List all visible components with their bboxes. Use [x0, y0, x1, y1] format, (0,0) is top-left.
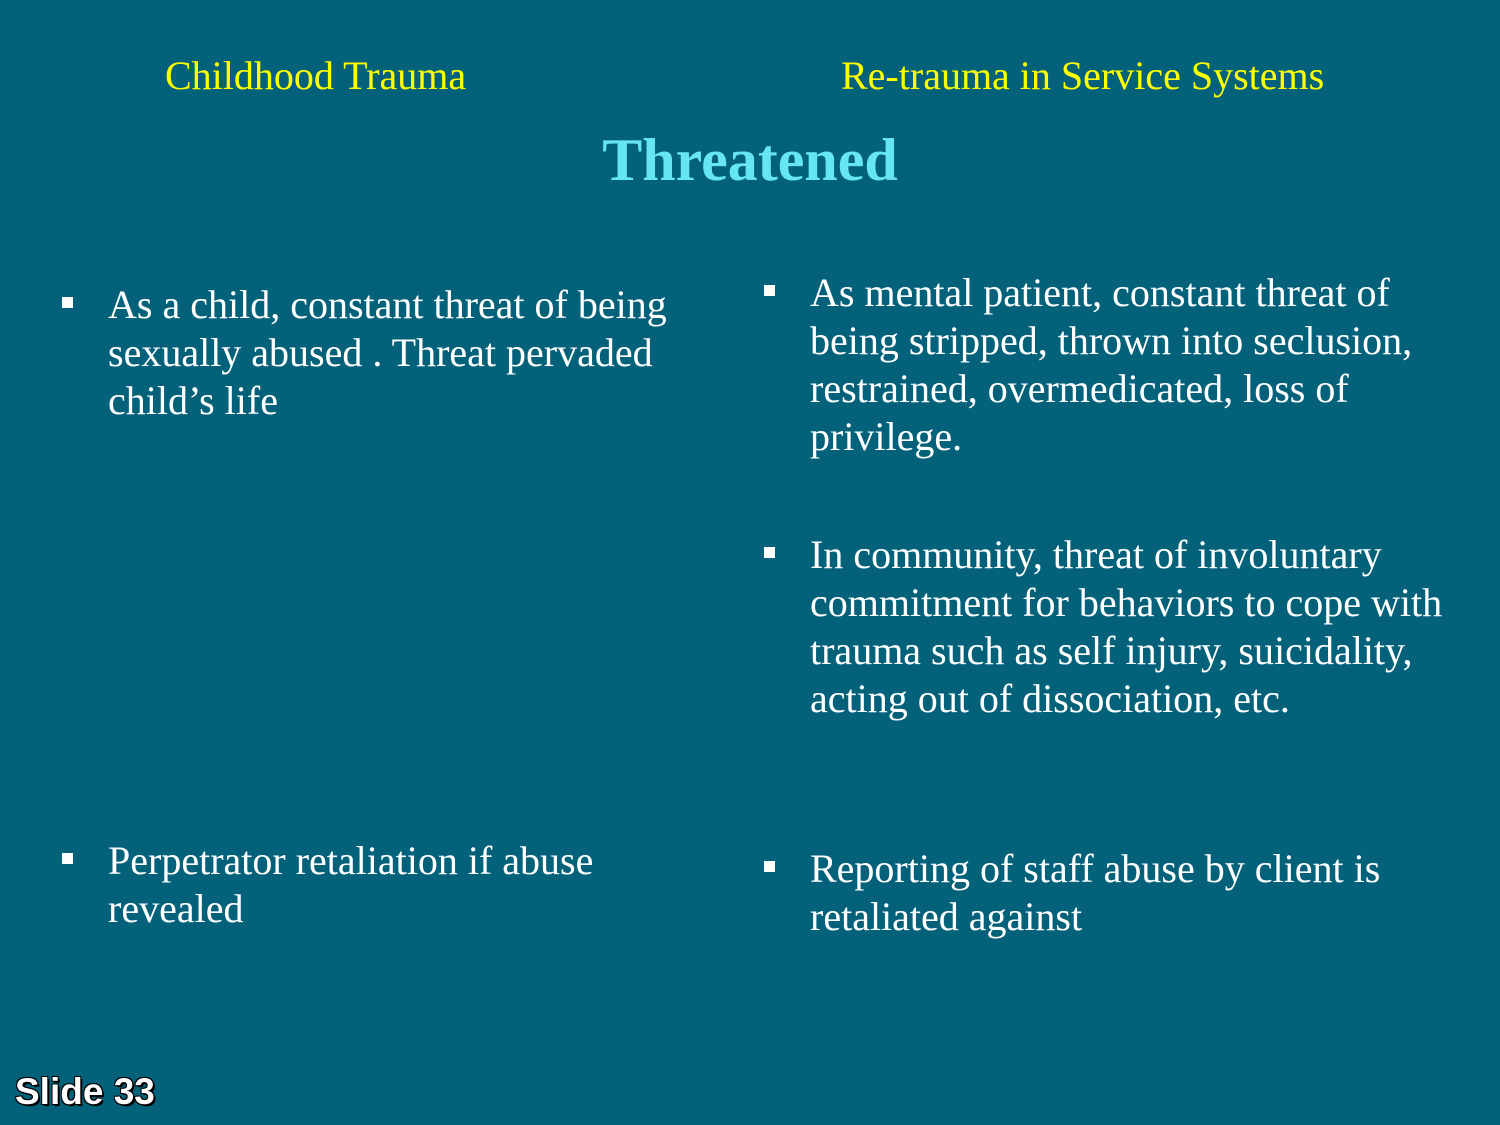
slide-title: Threatened	[602, 127, 898, 193]
bullet-text: In community, threat of involuntary commitment for behaviors to cope with trauma such as self injury, suicidality, acting out of dissociation, etc.	[810, 532, 1443, 721]
square-bullet-icon	[764, 861, 775, 872]
left-bullet-item	[108, 281, 728, 425]
bullet-text: As mental patient, constant threat of being stripped, thrown into seclusion, restrained, overmedicated, loss of privilege.	[810, 270, 1413, 459]
right-bullet-item	[810, 531, 1470, 723]
column-heading-re-trauma: Re-trauma in Service Systems	[841, 53, 1325, 98]
bullet-text: Perpetrator retaliation if abuse revealed	[108, 838, 594, 931]
right-bullet-item	[810, 845, 1470, 941]
bullet-text: Reporting of staff abuse by client is retaliated against	[810, 846, 1381, 939]
square-bullet-icon	[62, 853, 73, 864]
square-bullet-icon	[764, 285, 775, 296]
left-bullet-item	[108, 837, 728, 933]
square-bullet-icon	[764, 547, 775, 558]
bullet-text: As a child, constant threat of being sexually abused . Threat pervaded child’s life	[108, 282, 667, 423]
slide-number: Slide 33	[15, 1071, 155, 1112]
right-bullet-item	[810, 269, 1470, 461]
column-heading-childhood-trauma: Childhood Trauma	[165, 53, 467, 98]
square-bullet-icon	[62, 297, 73, 308]
